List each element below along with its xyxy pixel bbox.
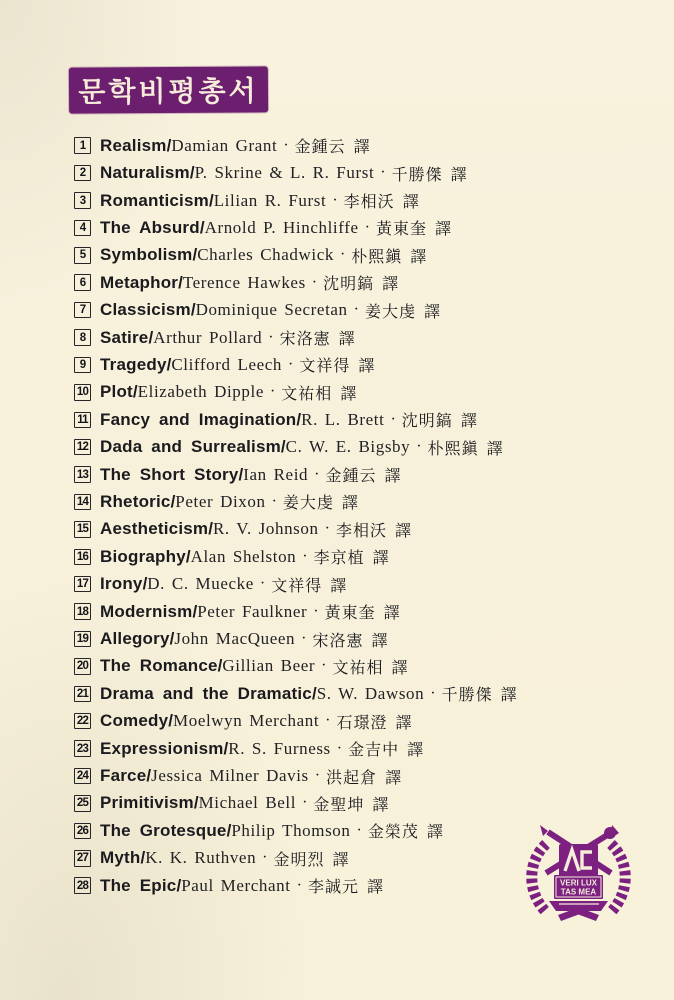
translated-by-hanja: 譯 xyxy=(384,466,401,486)
title-author-slash: / xyxy=(199,217,205,237)
item-title: Allegory xyxy=(100,629,170,649)
item-number: 2 xyxy=(79,167,86,180)
item-translator: 黃東奎 xyxy=(324,603,376,623)
item-number: 14 xyxy=(76,495,89,508)
item-author: P. Skrine & L. R. Furst xyxy=(194,163,375,183)
item-number-box xyxy=(74,439,91,456)
item-title: Farce xyxy=(100,766,147,786)
item-title: Expressionism xyxy=(100,738,224,758)
item-translator: 千勝傑 xyxy=(441,685,493,705)
item-author: Arnold P. Hinchliffe xyxy=(204,217,359,237)
title-author-slash: / xyxy=(185,546,191,566)
author-translator-dot: · xyxy=(325,712,331,730)
author-translator-dot: · xyxy=(283,136,289,154)
item-author: R. V. Johnson xyxy=(212,519,319,539)
item-number: 22 xyxy=(76,715,89,728)
list-item xyxy=(74,269,660,296)
author-translator-dot: · xyxy=(364,218,370,236)
item-number-box xyxy=(74,192,91,209)
item-number-box xyxy=(74,521,91,538)
item-title: Plot xyxy=(100,382,133,402)
item-title: The Absurd xyxy=(100,217,200,237)
item-author: K. K. Ruthven xyxy=(145,848,257,868)
item-number: 3 xyxy=(79,194,86,207)
item-translator: 姜大虔 xyxy=(364,301,416,321)
item-author: Alan Shelston xyxy=(190,546,297,566)
translated-by-hanja: 譯 xyxy=(460,411,477,431)
translated-by-hanja: 譯 xyxy=(372,794,389,814)
item-number: 13 xyxy=(76,468,89,481)
item-number-box xyxy=(74,165,91,182)
translated-by-hanja: 譯 xyxy=(407,740,424,760)
list-item xyxy=(74,379,660,406)
list-item xyxy=(74,351,660,378)
item-translator: 金明烈 xyxy=(273,849,325,869)
author-translator-dot: · xyxy=(332,191,338,209)
item-number-box xyxy=(74,768,91,785)
title-author-slash: / xyxy=(148,327,154,347)
item-number-box xyxy=(74,576,91,593)
item-author: Lilian R. Furst xyxy=(213,190,327,210)
author-translator-dot: · xyxy=(390,410,396,428)
item-number: 9 xyxy=(79,358,86,371)
item-title: Fancy and Imagination xyxy=(100,409,297,429)
item-author: Damian Grant xyxy=(171,135,278,155)
item-title: Myth xyxy=(100,848,141,868)
item-author: Peter Faulkner xyxy=(197,601,308,621)
title-author-slash: / xyxy=(208,190,214,210)
item-number-box xyxy=(74,603,91,620)
item-number: 20 xyxy=(76,660,89,673)
item-number: 4 xyxy=(79,221,86,234)
item-number: 24 xyxy=(76,770,89,783)
list-item xyxy=(74,159,660,186)
item-translator: 朴熙鎭 xyxy=(427,438,479,458)
item-number-box xyxy=(74,795,91,812)
item-author: Dominique Secretan xyxy=(195,300,348,320)
translated-by-hanja: 譯 xyxy=(391,657,408,677)
list-item xyxy=(74,762,660,789)
author-translator-dot: · xyxy=(353,301,359,319)
item-translator: 黃東奎 xyxy=(375,219,427,239)
list-item xyxy=(74,406,660,433)
item-title: Rhetoric xyxy=(100,491,171,511)
motto-line-2: TAS MEA xyxy=(560,887,597,897)
translated-by-hanja: 譯 xyxy=(383,603,400,623)
item-number: 26 xyxy=(76,824,89,837)
item-number-box xyxy=(74,357,91,374)
item-title: Drama and the Dramatic xyxy=(100,683,312,703)
item-translator: 金聖坤 xyxy=(313,794,365,814)
author-translator-dot: · xyxy=(356,821,362,839)
translated-by-hanja: 譯 xyxy=(500,685,517,705)
translated-by-hanja: 譯 xyxy=(410,246,427,266)
title-author-slash: / xyxy=(193,793,199,813)
title-author-slash: / xyxy=(208,519,213,539)
item-number-box xyxy=(74,329,91,346)
author-translator-dot: · xyxy=(321,657,327,675)
list-item xyxy=(74,598,660,625)
item-translator: 姜大虔 xyxy=(282,493,334,513)
item-author: Terence Hawkes xyxy=(182,272,306,292)
list-item xyxy=(74,735,660,762)
author-translator-dot: · xyxy=(336,739,343,757)
translated-by-hanja: 譯 xyxy=(332,849,349,869)
item-author: S. W. Dawson xyxy=(316,683,425,703)
series-title: 문학비평총서 xyxy=(78,74,259,109)
translated-by-hanja: 譯 xyxy=(423,301,440,321)
title-author-slash: / xyxy=(176,875,182,895)
item-number-box xyxy=(74,549,91,566)
item-translator: 李誠元 xyxy=(307,877,359,897)
title-author-slash: / xyxy=(226,820,232,840)
translated-by-hanja: 譯 xyxy=(394,520,411,540)
item-translator: 沈明鎬 xyxy=(401,411,453,431)
item-author: Peter Dixon xyxy=(175,491,266,511)
item-number: 25 xyxy=(76,797,89,810)
list-item xyxy=(74,543,660,570)
item-number-box xyxy=(74,274,91,291)
item-number-box xyxy=(74,247,91,264)
item-title: Aestheticism xyxy=(100,519,209,539)
item-number-box xyxy=(74,137,91,154)
item-translator: 文祐相 xyxy=(332,657,384,677)
author-translator-dot: · xyxy=(269,383,276,401)
list-item xyxy=(74,653,660,680)
author-translator-dot: · xyxy=(416,438,422,456)
item-title: Metaphor xyxy=(100,272,179,292)
item-number: 7 xyxy=(79,304,86,317)
translated-by-hanja: 譯 xyxy=(486,438,503,458)
item-translator: 文祥得 xyxy=(271,575,323,595)
translated-by-hanja: 譯 xyxy=(330,575,347,595)
translated-by-hanja: 譯 xyxy=(434,219,451,239)
title-author-slash: / xyxy=(170,491,176,511)
title-author-slash: / xyxy=(296,409,302,429)
author-translator-dot: · xyxy=(314,767,321,785)
item-author: Arthur Pollard xyxy=(153,327,263,347)
translated-by-hanja: 譯 xyxy=(450,164,467,184)
translated-by-hanja: 譯 xyxy=(382,274,399,294)
item-number-box xyxy=(74,823,91,840)
title-author-slash: / xyxy=(168,711,174,731)
list-item xyxy=(74,461,660,488)
item-translator: 金榮茂 xyxy=(367,822,419,842)
series-list xyxy=(74,132,660,899)
item-title: Dada and Surrealism xyxy=(100,437,281,457)
title-author-slash: / xyxy=(132,382,138,402)
item-title: Irony xyxy=(100,574,143,594)
translated-by-hanja: 譯 xyxy=(395,712,412,732)
item-title: Classicism xyxy=(100,300,191,320)
list-item xyxy=(74,132,660,159)
item-author: Michael Bell xyxy=(198,793,297,813)
item-number-box xyxy=(74,302,91,319)
list-item xyxy=(74,571,660,598)
item-translator: 李京植 xyxy=(313,548,365,568)
translated-by-hanja: 譯 xyxy=(353,137,370,157)
author-translator-dot: · xyxy=(268,328,274,346)
wreath-right xyxy=(611,844,625,912)
item-translator: 洪起倉 xyxy=(326,767,378,787)
item-number: 15 xyxy=(76,523,89,536)
author-translator-dot: · xyxy=(262,849,268,867)
item-number-box xyxy=(74,220,91,237)
item-translator: 石璟澄 xyxy=(336,712,388,732)
list-item xyxy=(74,187,660,214)
item-title: Satire xyxy=(100,327,149,347)
title-author-slash: / xyxy=(142,574,148,594)
item-translator: 金鍾云 xyxy=(325,466,377,486)
translated-by-hanja: 譯 xyxy=(402,192,419,212)
item-number-box xyxy=(74,631,91,648)
author-translator-dot: · xyxy=(302,794,308,812)
title-author-slash: / xyxy=(280,437,286,457)
list-item xyxy=(74,296,660,323)
item-number: 8 xyxy=(79,331,86,344)
item-title: The Romance xyxy=(100,656,218,676)
title-author-slash: / xyxy=(166,135,172,155)
title-author-slash: / xyxy=(169,629,175,649)
translated-by-hanja: 譯 xyxy=(340,383,357,403)
item-translator: 宋洛憲 xyxy=(279,329,331,349)
author-translator-dot: · xyxy=(314,465,320,483)
motto-line-1: VERI LUX xyxy=(560,878,597,888)
title-author-slash: / xyxy=(311,683,317,703)
item-number: 5 xyxy=(79,249,86,262)
translated-by-hanja: 譯 xyxy=(371,630,388,650)
item-number: 19 xyxy=(76,633,89,646)
item-author: Ian Reid xyxy=(243,464,309,484)
item-author: Moelwyn Merchant xyxy=(173,711,320,731)
author-translator-dot: · xyxy=(324,520,330,538)
item-translator: 文祥得 xyxy=(299,356,351,376)
item-number-box xyxy=(74,877,91,894)
list-item xyxy=(74,708,660,735)
list-item xyxy=(74,680,660,707)
item-number-box xyxy=(74,686,91,703)
item-author: D. C. Muecke xyxy=(147,574,254,594)
item-number: 18 xyxy=(76,605,89,618)
title-author-slash: / xyxy=(146,766,152,786)
item-translator: 沈明鎬 xyxy=(323,274,375,294)
item-number-box xyxy=(74,494,91,511)
item-number-box xyxy=(74,850,91,867)
author-translator-dot: · xyxy=(287,355,294,373)
item-title: Naturalism xyxy=(100,163,190,183)
item-title: Modernism xyxy=(100,601,193,621)
item-author: Charles Chadwick xyxy=(197,245,334,265)
item-number: 23 xyxy=(76,742,89,755)
item-title: Romanticism xyxy=(100,190,209,210)
translated-by-hanja: 譯 xyxy=(358,356,375,376)
author-translator-dot: · xyxy=(380,164,386,182)
list-item xyxy=(74,516,660,543)
item-title: Realism xyxy=(100,135,167,155)
title-author-slash: / xyxy=(140,848,146,868)
item-number: 11 xyxy=(77,413,88,426)
item-translator: 宋洛憲 xyxy=(312,630,364,650)
item-number-box xyxy=(74,412,91,429)
item-number: 28 xyxy=(76,879,89,892)
author-translator-dot: · xyxy=(339,246,346,264)
author-translator-dot: · xyxy=(313,602,319,620)
list-item xyxy=(74,214,660,241)
item-title: Tragedy xyxy=(100,354,167,374)
item-author: R. S. Furness xyxy=(228,738,331,758)
item-title: Primitivism xyxy=(100,793,194,813)
item-translator: 朴熙鎭 xyxy=(351,246,403,266)
item-translator: 千勝傑 xyxy=(391,164,443,184)
translated-by-hanja: 譯 xyxy=(372,548,389,568)
item-author: Paul Merchant xyxy=(181,875,291,895)
author-translator-dot: · xyxy=(271,492,277,510)
author-translator-dot: · xyxy=(301,630,307,648)
wreath-left xyxy=(532,844,546,912)
item-author: Elizabeth Dipple xyxy=(137,382,264,402)
item-translator: 金吉中 xyxy=(348,740,400,760)
item-translator: 文祐相 xyxy=(281,383,333,403)
item-number-box xyxy=(74,713,91,730)
item-number-box xyxy=(74,384,91,401)
title-author-slash: / xyxy=(192,245,198,265)
item-number: 27 xyxy=(76,852,89,865)
author-translator-dot: · xyxy=(302,547,308,565)
item-author: Philip Thomson xyxy=(231,820,351,840)
author-translator-dot: · xyxy=(259,575,266,593)
item-title: Comedy xyxy=(100,711,169,731)
title-author-slash: / xyxy=(217,656,223,676)
item-author: R. L. Brett xyxy=(301,409,385,429)
author-translator-dot: · xyxy=(430,684,436,702)
item-number: 17 xyxy=(76,578,89,591)
item-number: 6 xyxy=(79,276,86,289)
item-translator: 李相沃 xyxy=(335,520,387,540)
item-author: Jessica Milner Davis xyxy=(151,766,309,786)
list-item xyxy=(74,433,660,460)
translated-by-hanja: 譯 xyxy=(385,767,402,787)
item-title: The Epic xyxy=(100,875,177,895)
title-author-slash: / xyxy=(178,272,183,292)
item-number: 12 xyxy=(76,441,89,454)
item-author: C. W. E. Bigsby xyxy=(285,437,411,457)
title-author-slash: / xyxy=(192,601,198,621)
list-item xyxy=(74,625,660,652)
translated-by-hanja: 譯 xyxy=(338,329,355,349)
item-author: John MacQueen xyxy=(174,629,296,649)
university-seal xyxy=(515,819,642,926)
title-author-slash: / xyxy=(189,163,195,183)
item-translator: 金鍾云 xyxy=(294,137,346,157)
item-author: Gillian Beer xyxy=(222,656,316,676)
item-number: 1 xyxy=(79,139,86,152)
author-translator-dot: · xyxy=(311,273,318,291)
item-number: 16 xyxy=(76,550,89,563)
item-translator: 李相沃 xyxy=(343,192,395,212)
item-title: Symbolism xyxy=(100,245,193,265)
translated-by-hanja: 譯 xyxy=(341,493,358,513)
item-number: 10 xyxy=(76,386,89,399)
list-item xyxy=(74,790,660,817)
item-title: Biography xyxy=(100,546,186,566)
list-item xyxy=(74,324,660,351)
title-author-slash: / xyxy=(190,300,196,320)
item-number-box xyxy=(74,740,91,757)
item-number-box xyxy=(74,658,91,675)
item-author: Clifford Leech xyxy=(171,354,282,374)
list-item xyxy=(74,488,660,515)
title-author-slash: / xyxy=(223,738,229,758)
item-number: 21 xyxy=(76,687,89,700)
translated-by-hanja: 譯 xyxy=(366,877,383,897)
title-author-slash: / xyxy=(238,464,244,484)
translated-by-hanja: 譯 xyxy=(426,822,443,842)
item-title: The Short Story xyxy=(100,464,239,484)
item-number-box xyxy=(74,466,91,483)
list-item xyxy=(74,242,660,269)
author-translator-dot: · xyxy=(296,876,302,894)
title-author-slash: / xyxy=(166,354,172,374)
item-title: The Grotesque xyxy=(100,820,227,840)
series-title-banner xyxy=(69,66,268,113)
